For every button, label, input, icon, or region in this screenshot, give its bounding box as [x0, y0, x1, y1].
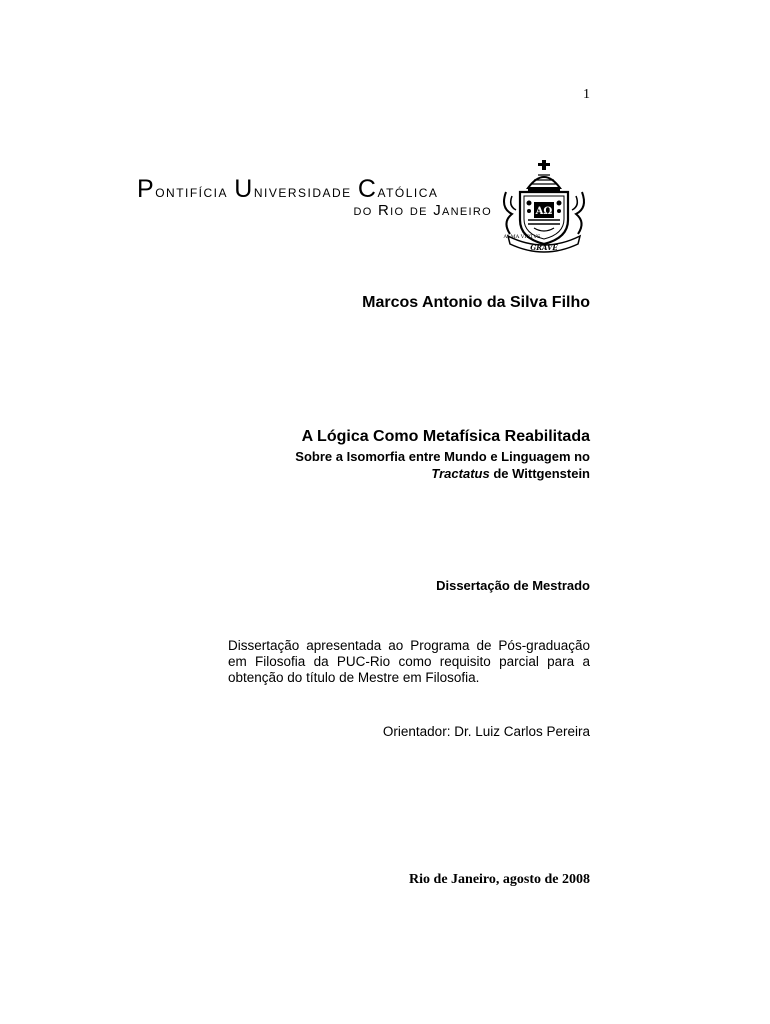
institution-word-2: Universidade	[234, 175, 352, 203]
institution-name	[137, 175, 497, 203]
thesis-title: A Lógica Como Metafísica Reabilitada	[301, 428, 590, 445]
institution-header	[137, 175, 497, 219]
place-and-date: Rio de Janeiro, agosto de 2008	[409, 872, 590, 887]
subtitle-line-2: Tractatus de Wittgenstein	[431, 466, 590, 481]
thesis-subtitle	[180, 448, 590, 482]
author-name: Marcos Antonio da Silva Filho	[362, 294, 590, 311]
university-crest-icon	[498, 158, 590, 254]
institution-word-3: Católica	[357, 175, 439, 203]
svg-text:GRAVE: GRAVE	[530, 243, 558, 252]
institution-word-1: Pontifícia	[137, 175, 229, 203]
svg-text:ΑΩ: ΑΩ	[535, 206, 553, 217]
svg-text:ALMA VIRTVS: ALMA VIRTVS	[503, 234, 541, 240]
advisor-line: Orientador: Dr. Luiz Carlos Pereira	[382, 724, 590, 739]
subtitle-line-1: Sobre a Isomorfia entre Mundo e Linguagem no	[295, 449, 590, 464]
degree-label: Dissertação de Mestrado	[436, 578, 590, 593]
dissertation-description: Dissertação apresentada ao Programa de Pós-graduação em Filosofia da PUC-Rio como requisito parcial para a obtenção do título de Mestre em Filosofia.	[228, 638, 590, 685]
institution-city: do Rio de Janeiro	[353, 202, 492, 219]
page-number: 1	[583, 87, 590, 102]
